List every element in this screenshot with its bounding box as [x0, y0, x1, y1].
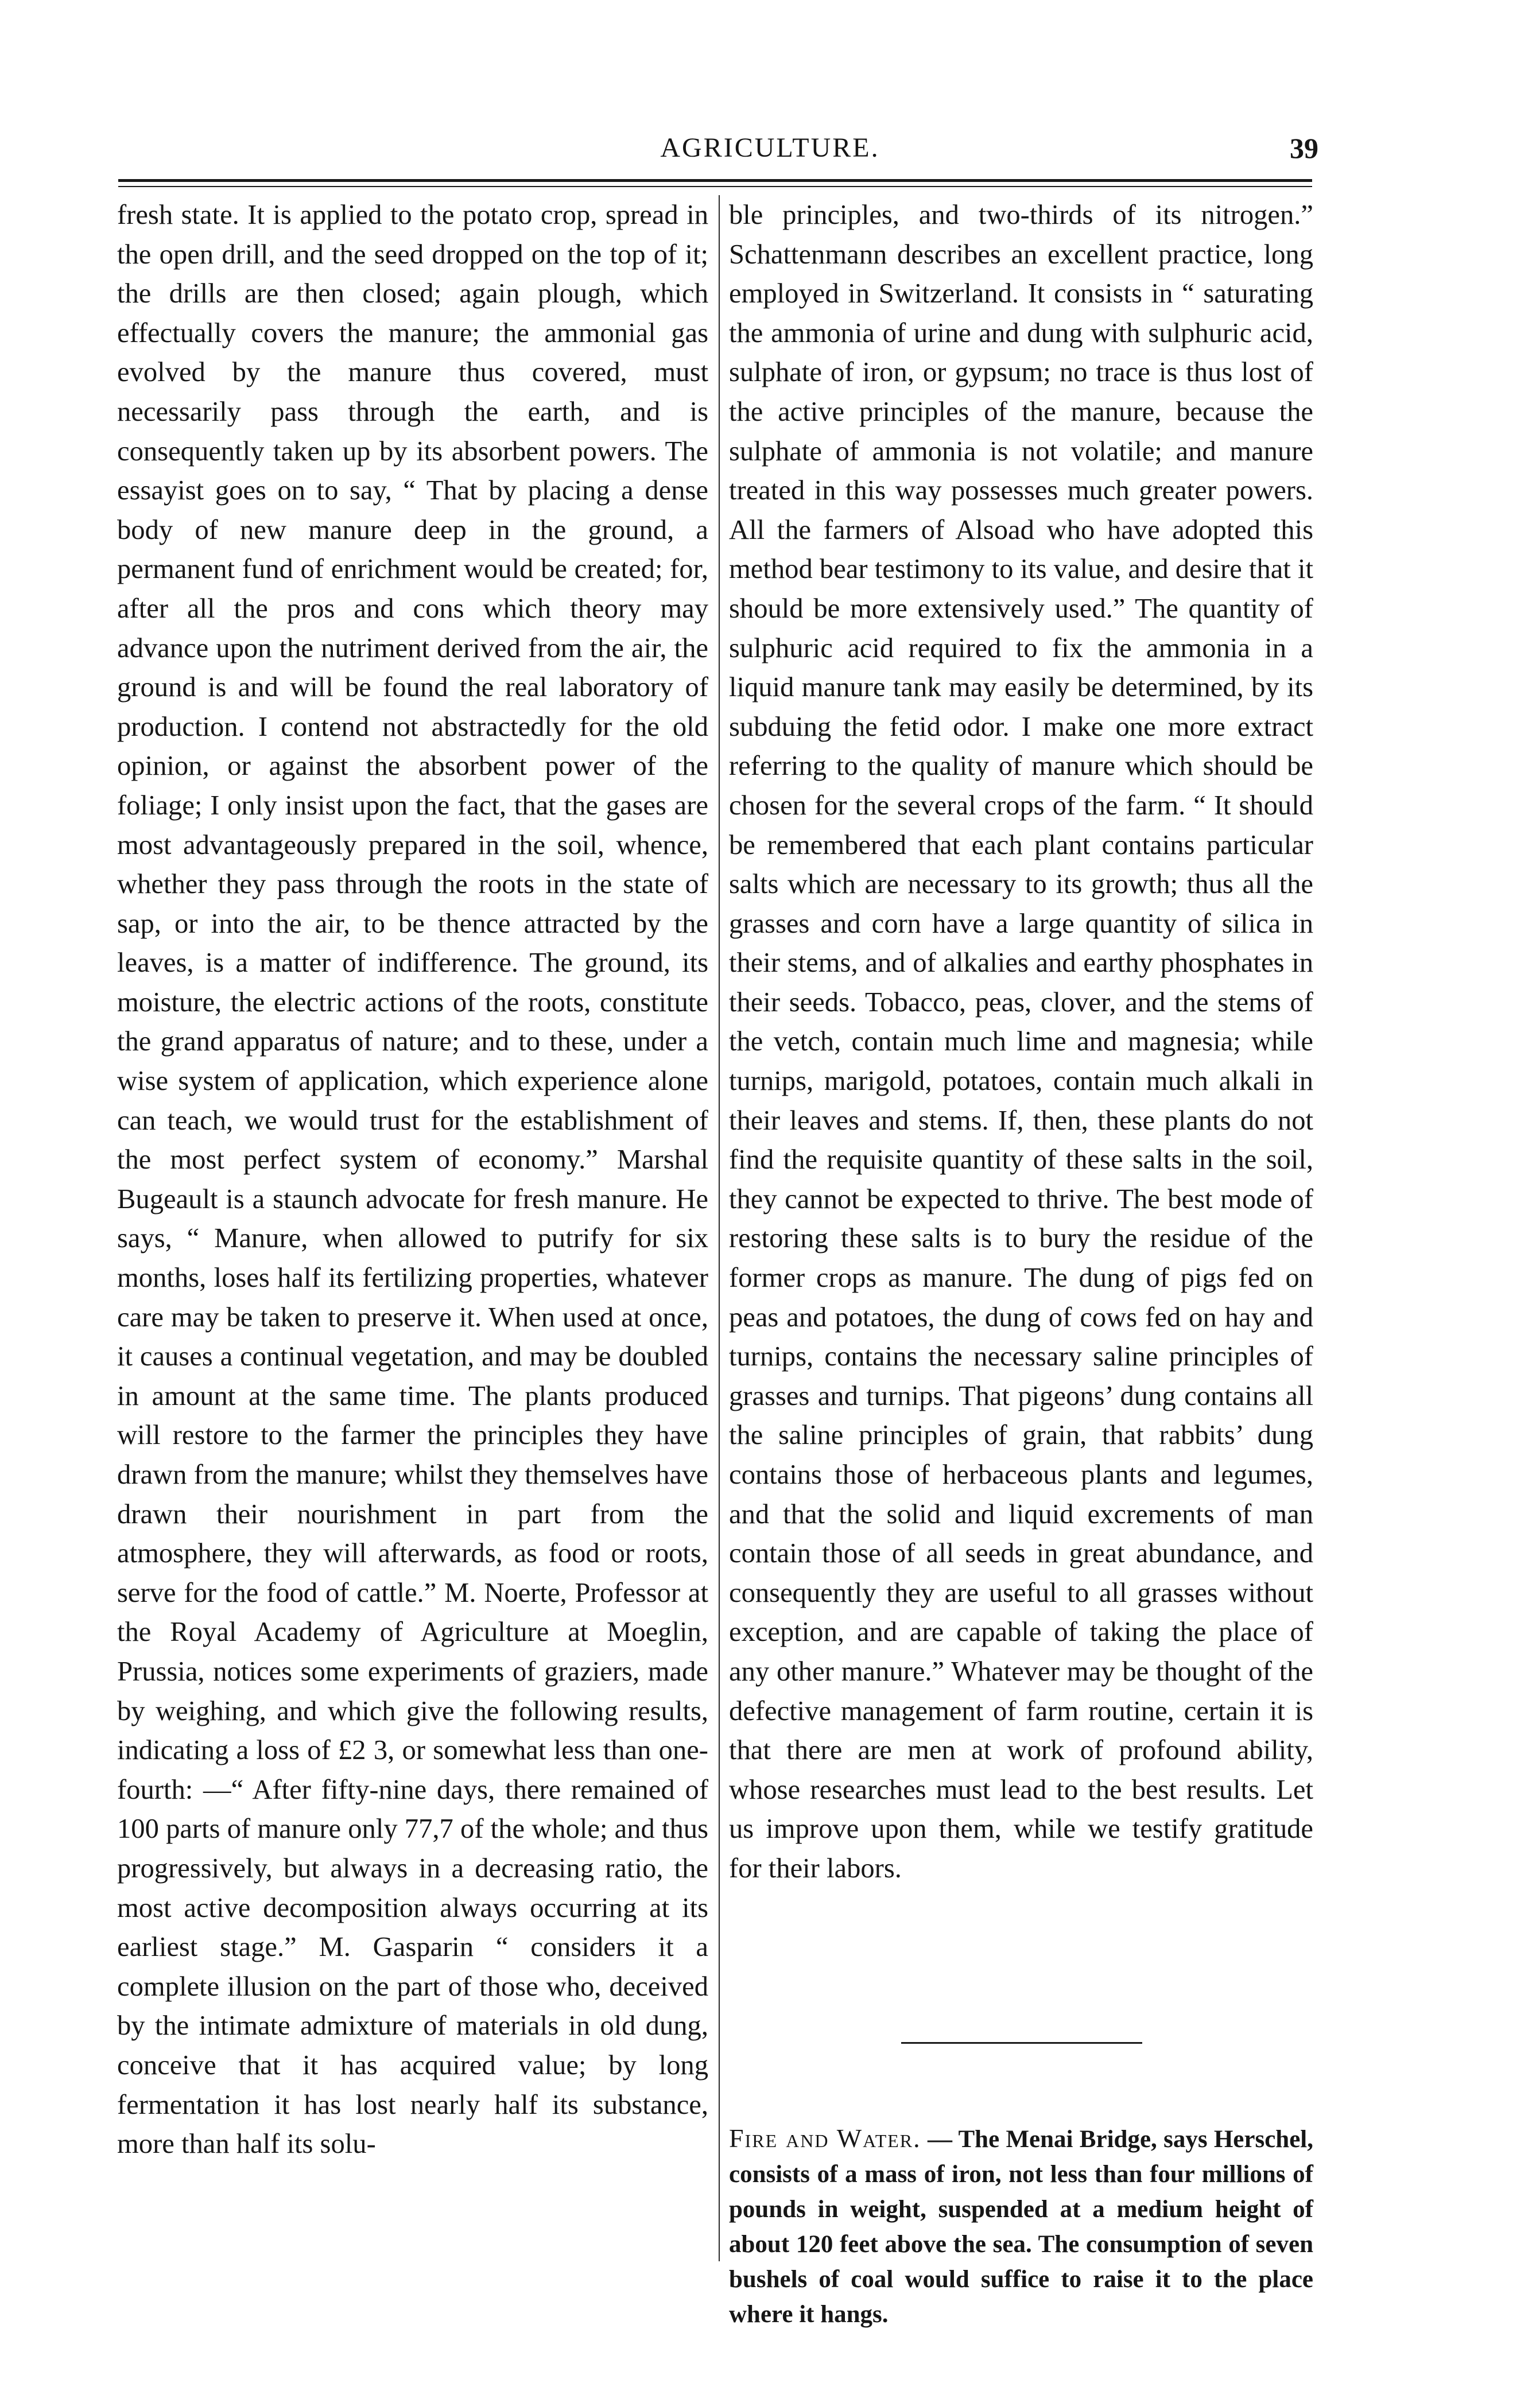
header-rule — [118, 179, 1312, 182]
running-title: AGRICULTURE. — [660, 133, 880, 163]
right-column — [729, 195, 1313, 1888]
page-number: 39 — [1290, 132, 1318, 164]
note-body: — The Menai Bridge, says Herschel, consists of a mass of iron, not less than four millions of pounds in weight, suspended at a medium height of about 120 feet above the sea. The consumption of seven bushels of coal would suffice to raise it to the place where it hangs. — [729, 2126, 1313, 2328]
section-divider — [901, 2042, 1142, 2044]
right-column-text: ble principles, and two-thirds of its nitrogen.” Schattenmann describes an excellent practice, long employed in Switzerland. It consists in “ saturating the ammonia of urine and dung with sulphuric acid, sulphate of iron, or gypsum; no trace is thus lost of the active principles of the manure, because the sulphate of ammonia is not volatile; and manure treated in this way possesses much greater powers. All the farmers of Alsoad who have adopted this method bear testimony to its value, and desire that it should be more extensively used.” The quantity of sulphuric acid required to fix the ammonia in a liquid manure tank may easily be determined, by its subduing the fetid odor. I make one more extract referring to the quality of manure which should be chosen for the several crops of the farm. “ It should be remembered that each plant contains particular salts which are necessary to its growth; thus all the grasses and corn have a large quantity of silica in their stems, and of alkalies and earthy phosphates in their seeds. Tobacco, peas, clover, and the stems of the vetch, contain much lime and magnesia; while turnips, marigold, potatoes, contain much alkali in their leaves and stems. If, then, these plants do not find the requisite quantity of these salts in the soil, they cannot be expected to thrive. The best mode of restoring these salts is to bury the residue of the former crops as manure. The dung of pigs fed on peas and potatoes, the dung of cows fed on hay and turnips, contains the necessary saline principles of grasses and turnips. That pigeons’ dung contains all the saline principles of grain, that rabbits’ dung contains those of herbaceous plants and legumes, and that the solid and liquid excrements of man contain those of all seeds in great abundance, and consequently they are useful to all grasses without exception, and are capable of taking the place of any other manure.” Whatever may be thought of the defective management of farm routine, certain it is that there are men at work of profound ability, whose researches must lead to the best results. Let us improve upon them, while we testify gratitude for their labors. — [729, 199, 1313, 1884]
header-rule-thin — [118, 186, 1312, 187]
running-head — [0, 127, 1540, 169]
left-column-text: fresh state. It is applied to the potato crop, spread in the open drill, and the seed dropped on the top of it; the drills are then closed; again plough, which effectually covers the manure; the ammonial gas evolved by the manure thus covered, must necessarily pass through the earth, and is consequently taken up by its absorbent powers. The essayist goes on to say, “ That by placing a dense body of new manure deep in the ground, a permanent fund of enrichment would be created; for, after all the pros and cons which theory may advance upon the nutriment derived from the air, the ground is and will be found the real laboratory of production. I contend not abstractedly for the old opinion, or against the absorbent power of the foliage; I only insist upon the fact, that the gases are most advantageously prepared in the soil, whence, whether they pass through the roots in the state of sap, or into the air, to be thence attracted by the leaves, is a matter of indifference. The ground, its moisture, the electric actions of the roots, constitute the grand apparatus of nature; and to these, under a wise system of application, which experience alone can teach, we would trust for the establishment of the most perfect system of economy.” Marshal Bugeault is a staunch advocate for fresh manure. He says, “ Manure, when allowed to putrify for six months, loses half its fertilizing properties, whatever care may be taken to preserve it. When used at once, it causes a continual vegetation, and may be doubled in amount at the same time. The plants produced will restore to the farmer the principles they have drawn from the manure; whilst they themselves have drawn their nourishment in part from the atmosphere, they will afterwards, as food or roots, serve for the food of cattle.” M. Noerte, Professor at the Royal Academy of Agriculture at Moeglin, Prussia, notices some experiments of graziers, made by weighing, and which give the following results, indicating a loss of £2 3, or somewhat less than one-fourth: —“ After fifty-nine days, there remained of 100 parts of manure only 77,7 of the whole; and thus progressively, but always in a decreasing ratio, the most active decomposition always occurring at its earliest stage.” M. Gasparin “ considers it a complete illusion on the part of those who, deceived by the intimate admixture of materials in old dung, conceive that it has acquired value; by long fermentation it has lost nearly half its substance, more than half its solu- — [117, 199, 708, 2160]
left-column — [117, 195, 708, 2261]
note-heading: Fire and Water. — [729, 2124, 921, 2153]
column-divider — [719, 195, 720, 2261]
fire-and-water-note — [729, 2121, 1313, 2332]
